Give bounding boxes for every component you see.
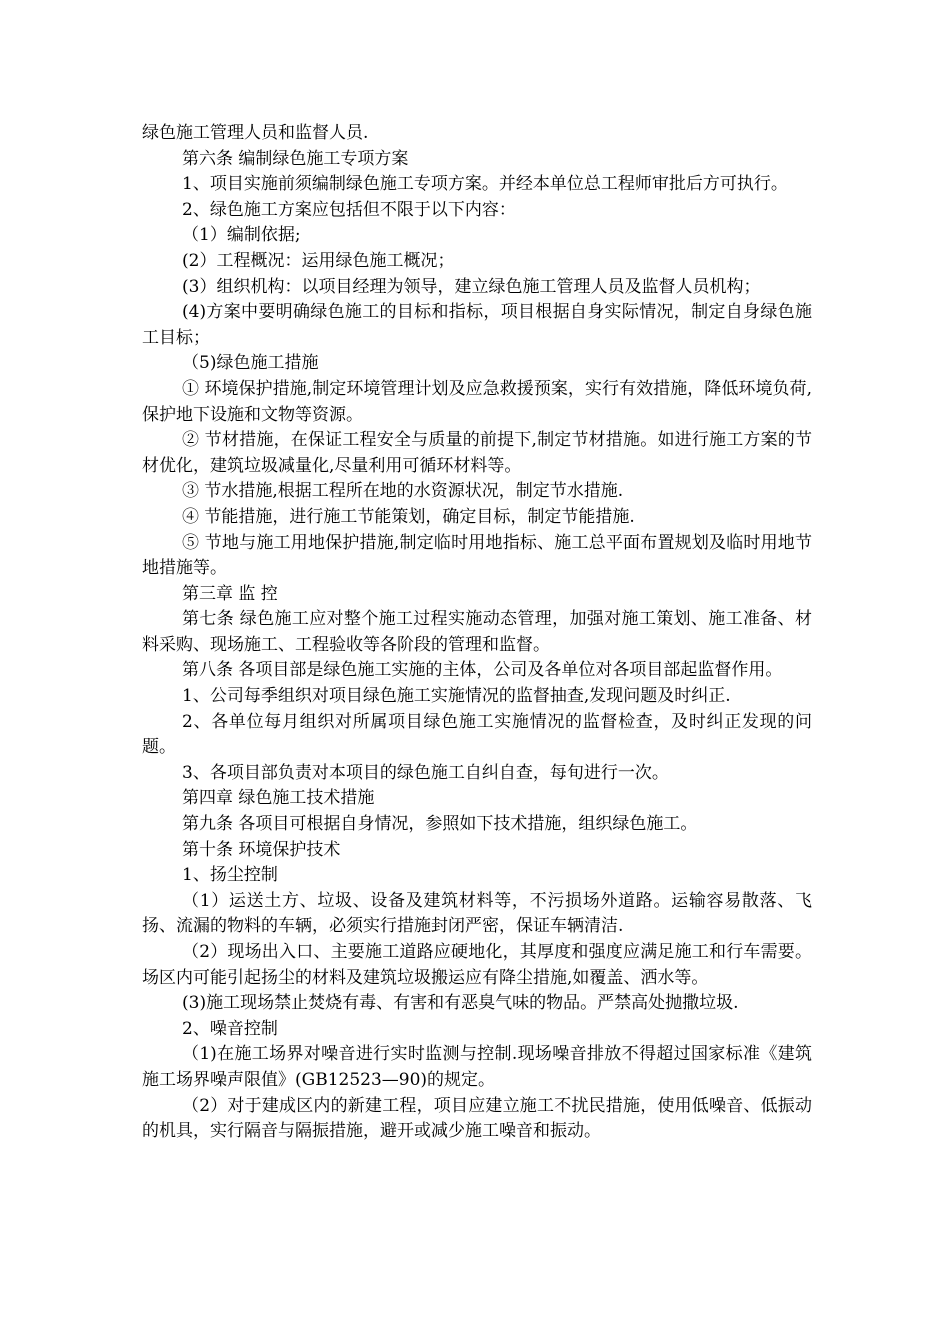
list-item: （2）现场出入口、主要施工道路应硬地化，其厚度和强度应满足施工和行车需要。场区内可能引起扬尘的材料及建筑垃圾搬运应有降尘措施,如覆盖、洒水等。	[142, 942, 812, 988]
list-item: 1、公司每季组织对项目绿色施工实施情况的监督抽查,发现问题及时纠正.	[182, 686, 731, 707]
paragraph: 1、项目实施前须编制绿色施工专项方案。并经本单位总工程师审批后方可执行。	[182, 174, 788, 195]
list-item: ③ 节水措施,根据工程所在地的水资源状况，制定节水措施.	[182, 481, 624, 502]
list-item: (3)施工现场禁止焚烧有毒、有害和有恶臭气味的物品。严禁高处抛撒垃圾.	[182, 993, 739, 1014]
list-item: ⑤ 节地与施工用地保护措施,制定临时用地指标、施工总平面布置规划及临时用地节地措施等。	[142, 532, 812, 579]
paragraph: 第七条 绿色施工应对整个施工过程实施动态管理，加强对施工策划、施工准备、材料采购、现场施工、工程验收等各阶段的管理和监督。	[142, 609, 812, 655]
list-item: ④ 节能措施，进行施工节能策划，确定目标，制定节能措施.	[182, 506, 635, 527]
subsection-heading: 2、噪音控制	[182, 1018, 278, 1039]
subsection-heading: 1、扬尘控制	[182, 865, 278, 886]
list-item: （1）运送土方、垃圾、设备及建筑材料等，不污损场外道路。运输容易散落、飞扬、流漏的物料的车辆，必须实行措施封闭严密，保证车辆清洁.	[142, 890, 812, 937]
paragraph: 绿色施工管理人员和监督人员.	[142, 123, 369, 143]
list-item: （1)在施工场界对噪音进行实时监测与控制.现场噪音排放不得超过国家标准《建筑施工场界噪声限值》(GB12523—90)的规定。	[142, 1044, 812, 1090]
list-item: (4)方案中要明确绿色施工的目标和指标，项目根据自身实际情况，制定自身绿色施工目标；	[142, 302, 812, 348]
section-heading: 第十条 环境保护技术	[182, 839, 341, 860]
list-item: (2）工程概况：运用绿色施工概况；	[182, 250, 455, 271]
list-item: （5)绿色施工措施	[182, 353, 319, 374]
paragraph: 2、绿色施工方案应包括但不限于以下内容：	[182, 199, 516, 220]
list-item: (3）组织机构：以项目经理为领导，建立绿色施工管理人员及监督人员机构；	[182, 276, 761, 297]
paragraph: 第九条 各项目可根据自身情况，参照如下技术措施，组织绿色施工。	[182, 814, 698, 835]
list-item: 2、各单位每月组织对所属项目绿色施工实施情况的监督检查，及时纠正发现的问题。	[142, 711, 812, 758]
chapter-heading: 第三章 监 控	[182, 583, 278, 604]
chapter-heading: 第四章 绿色施工技术措施	[182, 788, 375, 809]
list-item: 3、各项目部负责对本项目的绿色施工自纠自查，每旬进行一次。	[182, 762, 669, 783]
list-item: （1）编制依据;	[182, 225, 301, 246]
document-body	[142, 121, 812, 1145]
section-heading: 第六条 编制绿色施工专项方案	[182, 148, 409, 169]
list-item: ② 节材措施，在保证工程安全与质量的前提下,制定节材措施。如进行施工方案的节材优化，建筑垃圾减量化,尽量利用可循环材料等。	[142, 430, 812, 476]
list-item: ① 环境保护措施,制定环境管理计划及应急救援预案，实行有效措施，降低环境负荷,保护地下设施和文物等资源。	[142, 378, 812, 425]
paragraph: 第八条 各项目部是绿色施工实施的主体，公司及各单位对各项目部起监督作用。	[182, 660, 783, 681]
list-item: （2）对于建成区内的新建工程，项目应建立施工不扰民措施，使用低噪音、低振动的机具，实行隔音与隔振措施，避开或减少施工噪音和振动。	[142, 1095, 812, 1142]
